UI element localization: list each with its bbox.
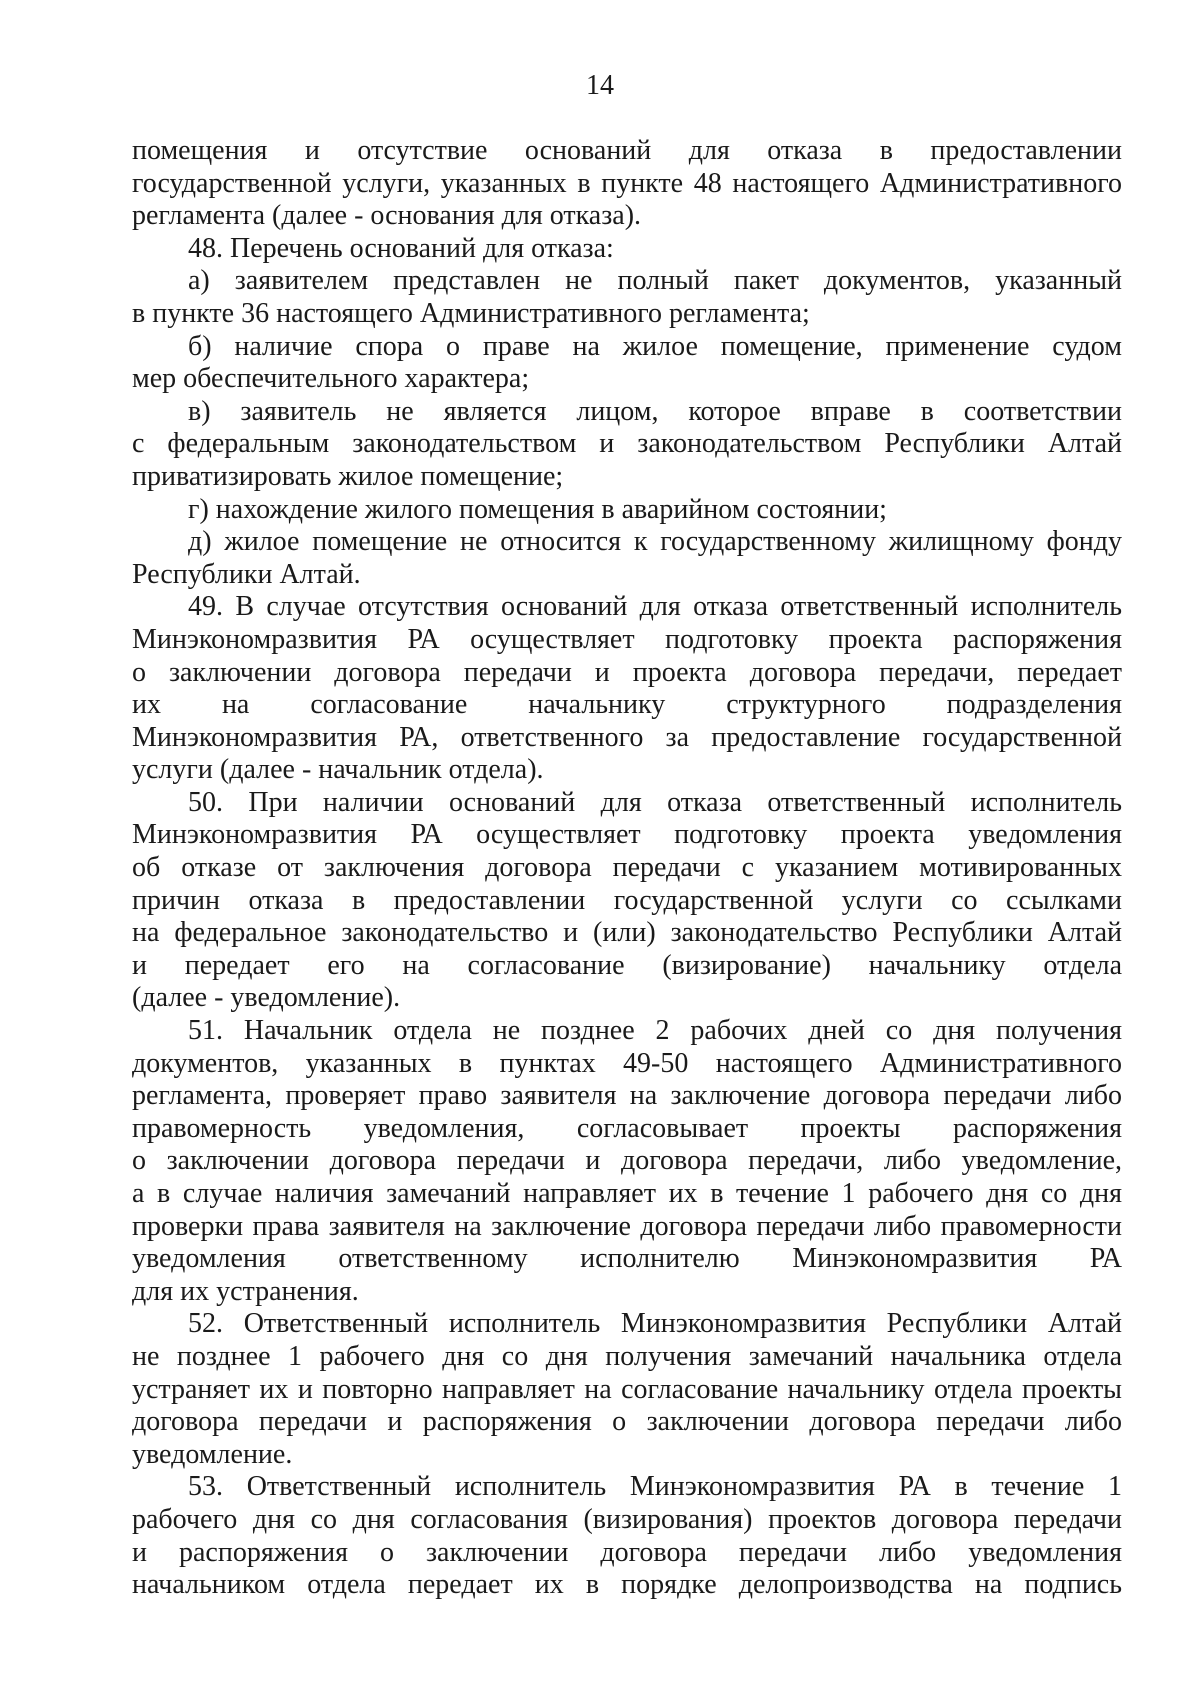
text-line: д) жилое помещение не относится к государственному жилищному фонду: [188, 526, 1122, 558]
text-line: 50. При наличии оснований для отказа ответственный исполнитель: [188, 786, 1122, 818]
text-line: б) наличие спора о праве на жилое помещение, применение судом: [188, 330, 1122, 362]
text-line: а) заявителем представлен не полный пакет документов, указанный: [188, 265, 1122, 297]
text-line: проверки права заявителя на заключение договора передачи либо правомерности: [132, 1210, 1122, 1242]
text-line: с федеральным законодательством и законодательством Республики Алтай: [132, 428, 1122, 460]
text-line: Минэкономразвития РА осуществляет подготовку проекта распоряжения: [132, 623, 1122, 655]
text-line: не позднее 1 рабочего дня со дня получения замечаний начальника отдела: [132, 1340, 1122, 1372]
text-line: Минэкономразвития РА осуществляет подготовку проекта уведомления: [132, 819, 1122, 851]
text-line: уведомления ответственному исполнителю Минэкономразвития РА: [132, 1243, 1122, 1275]
document-body: [132, 135, 1122, 1602]
page-number: 14: [586, 70, 614, 101]
text-line: 51. Начальник отдела не позднее 2 рабочих дней со дня получения: [188, 1015, 1122, 1047]
text-line: помещения и отсутствие оснований для отказа в предоставлении: [132, 135, 1122, 166]
text-line: начальником отдела передает их в порядке делопроизводства на подпись: [132, 1569, 1122, 1601]
text-line: 49. В случае отсутствия оснований для отказа ответственный исполнитель: [188, 591, 1122, 623]
text-line: на федеральное законодательство и (или) законодательство Республики Алтай: [132, 917, 1122, 949]
text-line: об отказе от заключения договора передачи с указанием мотивированных: [132, 852, 1122, 884]
text-line: причин отказа в предоставлении государственной услуги со ссылками: [132, 884, 1122, 916]
text-line: договора передачи и распоряжения о заключении договора передачи либо: [132, 1406, 1122, 1438]
text-line: 53. Ответственный исполнитель Минэкономразвития РА в течение 1: [188, 1471, 1122, 1503]
text-line: в пункте 36 настоящего Административного регламента;: [132, 297, 810, 329]
text-line: устраняет их и повторно направляет на согласование начальнику отдела проекты: [132, 1373, 1122, 1405]
text-line: и передает его на согласование (визирование) начальнику отдела: [132, 949, 1122, 981]
text-line: рабочего дня со дня согласования (визирования) проектов договора передачи: [132, 1503, 1122, 1535]
text-line: регламента (далее - основания для отказа).: [132, 200, 642, 232]
text-line: о заключении договора передачи и договора передачи, либо уведомление,: [132, 1145, 1122, 1177]
text-line: услуги (далее - начальник отдела).: [132, 754, 544, 786]
text-line: и распоряжения о заключении договора передачи либо уведомления: [132, 1536, 1122, 1568]
text-line: регламента, проверяет право заявителя на заключение договора передачи либо: [132, 1080, 1122, 1112]
text-line: а в случае наличия замечаний направляет их в течение 1 рабочего дня со дня: [132, 1178, 1122, 1209]
text-line: (далее - уведомление).: [132, 982, 401, 1014]
text-line: о заключении договора передачи и проекта договора передачи, передает: [132, 656, 1122, 688]
text-line: документов, указанных в пунктах 49-50 настоящего Административного: [132, 1047, 1122, 1079]
text-line: 48. Перечень оснований для отказа:: [188, 232, 614, 264]
text-line: мер обеспечительного характера;: [132, 363, 530, 395]
text-line: в) заявитель не является лицом, которое вправе в соответствии: [188, 395, 1122, 427]
text-line: Республики Алтай.: [132, 558, 361, 590]
text-line: Минэкономразвития РА, ответственного за предоставление государственной: [132, 721, 1122, 753]
text-line: государственной услуги, указанных в пункте 48 настоящего Административного: [132, 167, 1122, 199]
text-line: приватизировать жилое помещение;: [132, 460, 564, 492]
text-line: 52. Ответственный исполнитель Минэкономразвития Республики Алтай: [188, 1308, 1122, 1340]
text-line: их на согласование начальнику структурного подразделения: [132, 689, 1122, 721]
text-line: г) нахождение жилого помещения в аварийном состоянии;: [188, 493, 887, 525]
text-line: правомерность уведомления, согласовывает проекты распоряжения: [132, 1112, 1122, 1144]
text-line: для их устранения.: [132, 1275, 359, 1307]
text-line: уведомление.: [132, 1438, 293, 1470]
